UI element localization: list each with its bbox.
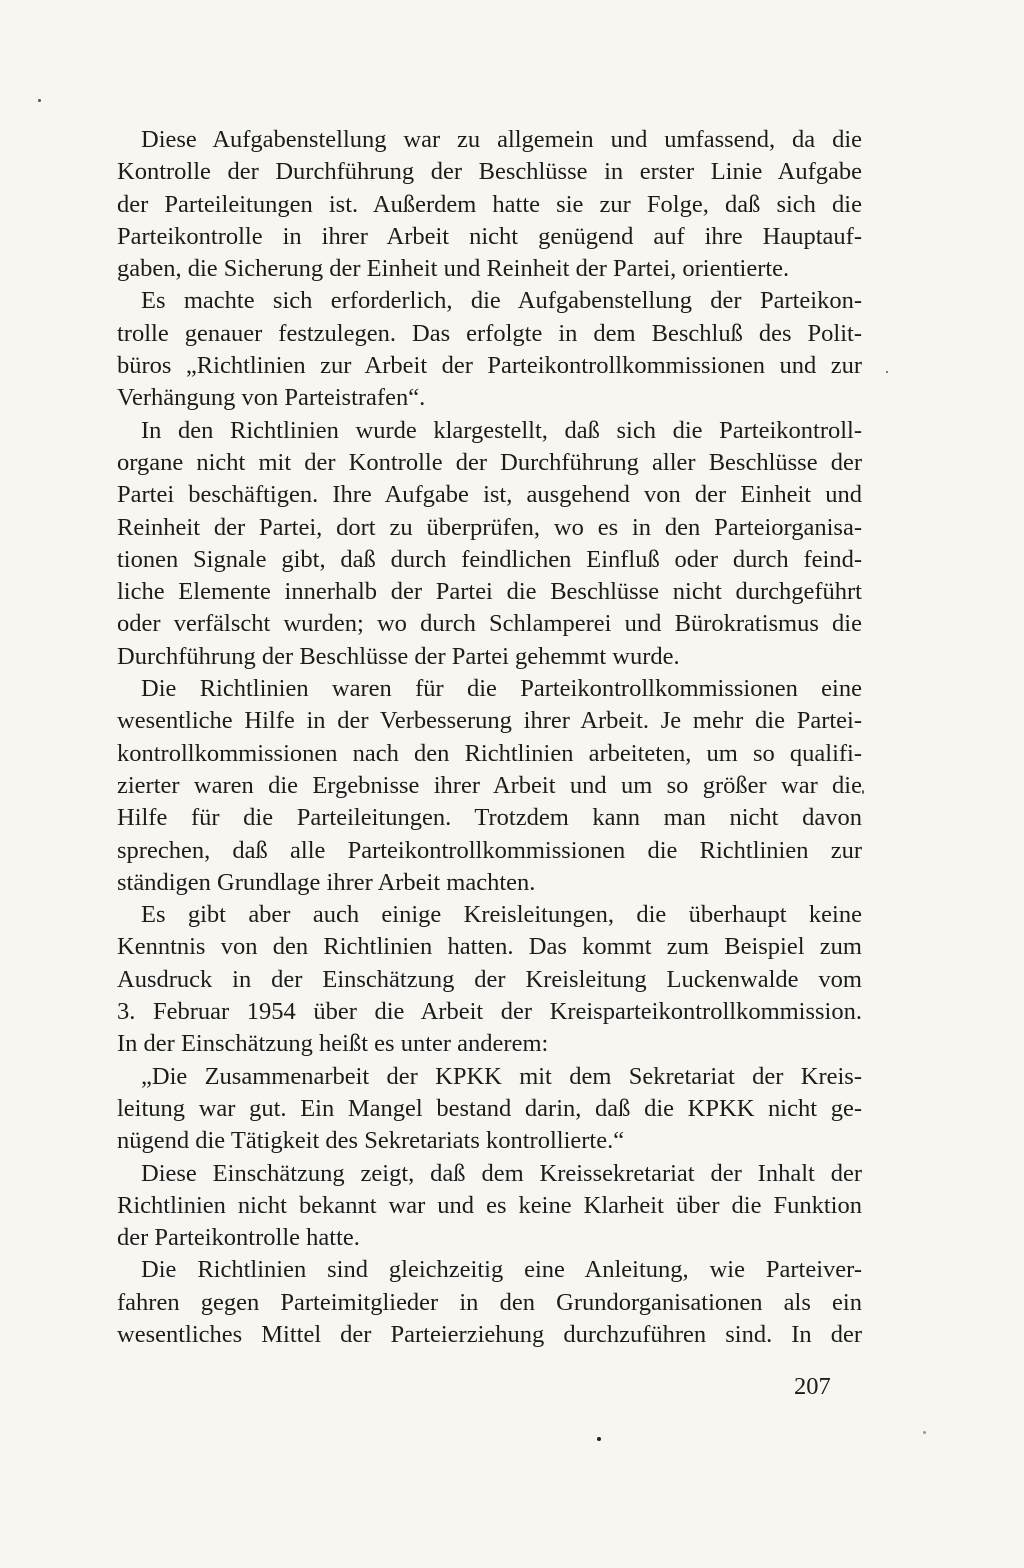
text-line: Die Richtlinien sind gleichzeitig eine Anleitung, wie Parteiver- bbox=[141, 1256, 862, 1284]
text-line: oder verfälscht wurden; wo durch Schlamperei und Bürokratismus die bbox=[117, 610, 862, 638]
paragraph bbox=[117, 415, 862, 673]
page-body bbox=[117, 124, 862, 1351]
text-line: leitung war gut. Ein Mangel bestand darin, daß die KPKK nicht ge- bbox=[117, 1094, 862, 1122]
paragraph bbox=[117, 673, 862, 899]
paragraph bbox=[117, 124, 862, 285]
text-line: Die Richtlinien waren für die Parteikontrollkommissionen eine bbox=[141, 675, 862, 703]
text-line: der Parteikontrolle hatte. bbox=[117, 1224, 360, 1252]
text-line: gaben, die Sicherung der Einheit und Reinheit der Partei, orientierte. bbox=[117, 255, 790, 283]
text-line: fahren gegen Parteimitglieder in den Grundorganisationen als ein bbox=[117, 1288, 862, 1316]
paragraph bbox=[117, 1061, 862, 1158]
text-line: Kenntnis von den Richtlinien hatten. Das kommt zum Beispiel zum bbox=[117, 933, 862, 961]
text-line: Hilfe für die Parteileitungen. Trotzdem kann man nicht davon bbox=[117, 804, 862, 832]
text-line: Durchführung der Beschlüsse der Partei gehemmt wurde. bbox=[117, 642, 680, 670]
text-line: Verhängung von Parteistrafen“. bbox=[117, 384, 426, 412]
text-line: 3. Februar 1954 über die Arbeit der Kreisparteikontrollkommission. bbox=[117, 998, 862, 1026]
text-line: organe nicht mit der Kontrolle der Durchführung aller Beschlüsse der bbox=[117, 448, 862, 476]
text-line: Reinheit der Partei, dort zu überprüfen, wo es in den Parteiorganisa- bbox=[117, 513, 862, 541]
text-line: kontrollkommissionen nach den Richtlinien arbeiteten, um so qualifi- bbox=[117, 739, 862, 767]
text-line: In der Einschätzung heißt es unter anderem: bbox=[117, 1030, 549, 1058]
text-line: der Parteileitungen ist. Außerdem hatte sie zur Folge, daß sich die bbox=[117, 190, 862, 218]
text-line: Es machte sich erforderlich, die Aufgabenstellung der Parteikon- bbox=[141, 287, 862, 315]
paragraph bbox=[117, 1254, 862, 1351]
text-line: Diese Aufgabenstellung war zu allgemein und umfassend, da die bbox=[141, 126, 862, 153]
margin-speck bbox=[923, 1431, 926, 1434]
text-line: tionen Signale gibt, daß durch feindlichen Einfluß oder durch feind- bbox=[117, 545, 862, 573]
text-line: trolle genauer festzulegen. Das erfolgte in dem Beschluß des Polit- bbox=[117, 319, 862, 347]
text-line: wesentliches Mittel der Parteierziehung durchzuführen sind. In der bbox=[117, 1320, 862, 1348]
text-line: Kontrolle der Durchführung der Beschlüsse in erster Linie Aufgabe bbox=[117, 158, 862, 186]
text-line: zierter waren die Ergebnisse ihrer Arbeit und um so größer war die bbox=[117, 771, 862, 799]
margin-speck bbox=[886, 371, 888, 373]
page-number: 207 bbox=[794, 1373, 831, 1400]
margin-speck bbox=[38, 99, 41, 102]
paragraph bbox=[117, 899, 862, 1060]
text-line: „Die Zusammenarbeit der KPKK mit dem Sekretariat der Kreis- bbox=[141, 1062, 862, 1090]
paragraph bbox=[117, 1158, 862, 1255]
text-line: Diese Einschätzung zeigt, daß dem Kreissekretariat der Inhalt der bbox=[141, 1159, 862, 1187]
text-line: Richtlinien nicht bekannt war und es keine Klarheit über die Funktion bbox=[117, 1191, 862, 1219]
text-line: sprechen, daß alle Parteikontrollkommissionen die Richtlinien zur bbox=[117, 836, 862, 864]
text-line: ständigen Grundlage ihrer Arbeit machten. bbox=[117, 868, 536, 896]
text-line: büros „Richtlinien zur Arbeit der Parteikontrollkommissionen und zur bbox=[117, 352, 862, 380]
text-line: Ausdruck in der Einschätzung der Kreisleitung Luckenwalde vom bbox=[117, 965, 862, 993]
paragraph bbox=[117, 285, 862, 414]
text-line: Parteikontrolle in ihrer Arbeit nicht genügend auf ihre Hauptauf- bbox=[117, 222, 862, 250]
margin-speck bbox=[597, 1437, 601, 1441]
text-line: nügend die Tätigkeit des Sekretariats kontrollierte.“ bbox=[117, 1127, 625, 1155]
text-line: Partei beschäftigen. Ihre Aufgabe ist, ausgehend von der Einheit und bbox=[117, 481, 862, 509]
text-line: Es gibt aber auch einige Kreisleitungen, die überhaupt keine bbox=[141, 901, 862, 929]
text-line: liche Elemente innerhalb der Partei die Beschlüsse nicht durchgeführt bbox=[117, 578, 862, 606]
margin-speck bbox=[862, 790, 864, 794]
text-line: wesentliche Hilfe in der Verbesserung ihrer Arbeit. Je mehr die Partei- bbox=[117, 707, 862, 735]
text-line: In den Richtlinien wurde klargestellt, daß sich die Parteikontroll- bbox=[141, 416, 862, 444]
